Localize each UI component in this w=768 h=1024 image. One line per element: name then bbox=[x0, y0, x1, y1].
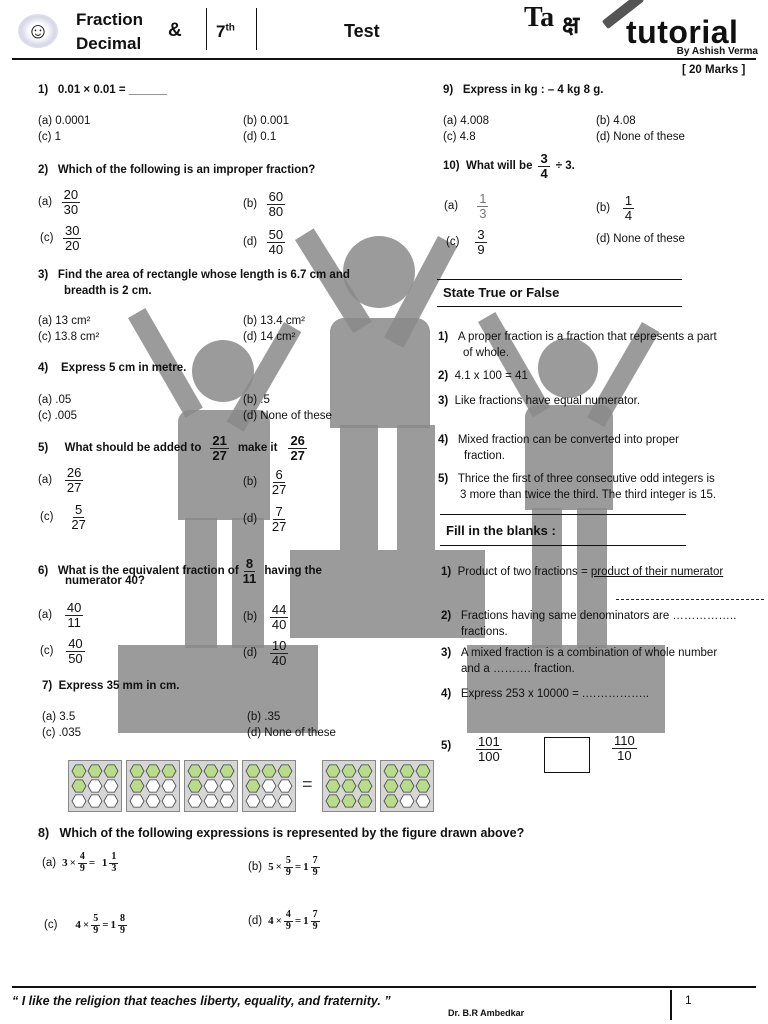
tray bbox=[322, 760, 376, 812]
q1-option-d: (d) 0.1 bbox=[243, 131, 277, 143]
q6-option-b: (b) $\frac{44}{40}$ bbox=[243, 602, 287, 632]
q2-option-d: (d) $\frac{50}{40}$ bbox=[243, 227, 284, 257]
q7-option-c: (c) .035 bbox=[42, 727, 81, 739]
q8-option-d: (d) 4 × $\frac{4}{9}$ = 1 $\frac{7}{9}$ bbox=[248, 909, 318, 932]
hexagon bbox=[358, 765, 372, 777]
marks-label: [ 20 Marks ] bbox=[682, 64, 746, 76]
hexagon bbox=[262, 795, 276, 807]
true-false-title: State True or False bbox=[443, 285, 560, 300]
hexagon bbox=[72, 795, 86, 807]
dashed-line bbox=[616, 599, 764, 600]
tray bbox=[68, 760, 122, 812]
q2-option-a: (a) $\frac{20}{30}$ bbox=[38, 187, 79, 217]
q5-option-d: (d) $\frac{7}{27}$ bbox=[243, 504, 287, 534]
hexagon bbox=[104, 795, 118, 807]
q6-option-a: (a) $\frac{40}{11}$ bbox=[38, 600, 82, 630]
hexagon bbox=[262, 765, 276, 777]
test-label: Test bbox=[344, 21, 380, 41]
hexagon bbox=[342, 765, 356, 777]
hexagon bbox=[104, 780, 118, 792]
question-4: 4) Express 5 cm in metre. bbox=[38, 362, 187, 374]
q1-option-b: (b) 0.001 bbox=[243, 115, 290, 127]
q2-option-b: (b) $\frac{60}{80}$ bbox=[243, 189, 284, 219]
q8-option-c: (c) 4 × $\frac{5}{9}$ = 1 $\frac{8}{9}$ bbox=[44, 913, 125, 936]
hexagon bbox=[130, 765, 144, 777]
hexagon bbox=[220, 780, 234, 792]
hexagon bbox=[326, 780, 340, 792]
q3-option-b: (b) 13.4 cm² bbox=[243, 315, 305, 327]
tf-item-3: 3) Like fractions have equal numerator. bbox=[438, 395, 641, 407]
hexagon bbox=[188, 795, 202, 807]
question-6: 6) What is the equivalent fraction of $\frac{8}{11}$ having the numerator 40? bbox=[38, 556, 322, 588]
question-2: 2) Which of the following is an improper fraction? bbox=[38, 164, 316, 176]
tray bbox=[184, 760, 238, 812]
hexagon bbox=[246, 795, 260, 807]
hexagon bbox=[204, 780, 218, 792]
question-5: 5) What should be added to $\frac{21}{27}$ make it $\frac{26}{27}$ bbox=[38, 433, 305, 463]
q4-option-c: (c) .005 bbox=[38, 410, 77, 422]
q3-option-d: (d) 14 cm² bbox=[243, 331, 296, 343]
q9-option-a: (a) 4.008 bbox=[443, 115, 490, 127]
tutorial-logo: Ta क्ष tutorial By Ashish Verma bbox=[524, 2, 762, 58]
topic-decimal: Decimal bbox=[76, 34, 142, 53]
hexagon bbox=[326, 765, 340, 777]
q9-option-d: (d) None of these bbox=[596, 131, 685, 143]
topic-fraction: Fraction bbox=[76, 10, 144, 29]
hexagon bbox=[262, 780, 276, 792]
q9-option-c: (c) 4.8 bbox=[443, 131, 476, 143]
question-8: 8) Which of the following expressions is represented by the figure drawn above? bbox=[38, 826, 525, 840]
q5-option-c: (c) $\frac{5}{27}$ bbox=[40, 502, 86, 532]
hexagon bbox=[146, 765, 160, 777]
hexagon bbox=[278, 765, 292, 777]
fib-item-3: 3) A mixed fraction is a combination of whole number and a ………. fraction. bbox=[441, 647, 718, 675]
q1-option-a: (a) 0.0001 bbox=[38, 115, 91, 127]
hexagon-grid bbox=[383, 763, 431, 809]
q7-option-a: (a) 3.5 bbox=[42, 711, 76, 723]
hexagon bbox=[88, 795, 102, 807]
q3-option-a: (a) 13 cm² bbox=[38, 315, 91, 327]
hexagon-grid bbox=[71, 763, 119, 809]
tf-item-4: 4) Mixed fraction can be converted into proper fraction. bbox=[438, 434, 680, 462]
ampersand: & bbox=[168, 20, 182, 41]
hexagon bbox=[72, 780, 86, 792]
q6-option-c: (c) $\frac{40}{50}$ bbox=[40, 636, 83, 666]
hexagon bbox=[358, 795, 372, 807]
q1-option-c: (c) 1 bbox=[38, 131, 61, 143]
q6-option-d: (d) $\frac{10}{40}$ bbox=[243, 638, 287, 668]
hexagon bbox=[220, 795, 234, 807]
question-3: 3) Find the area of rectangle whose length is 6.7 cm and breadth is 2 cm. bbox=[38, 269, 350, 297]
hexagon bbox=[188, 780, 202, 792]
q2-option-c: (c) $\frac{30}{20}$ bbox=[40, 223, 80, 253]
hexagon bbox=[188, 765, 202, 777]
hexagon bbox=[384, 765, 398, 777]
question-10: 10) What will be $\frac{3}{4}$ ÷ 3. bbox=[443, 151, 575, 181]
q10-option-b: (b) $\frac{1}{4}$ bbox=[596, 193, 633, 223]
hexagon-grid bbox=[129, 763, 177, 809]
q5-option-b: (b) $\frac{6}{27}$ bbox=[243, 467, 287, 497]
hexagon bbox=[72, 765, 86, 777]
hexagon bbox=[146, 780, 160, 792]
hexagon bbox=[384, 780, 398, 792]
hexagon bbox=[246, 765, 260, 777]
hexagon bbox=[326, 795, 340, 807]
q3-option-c: (c) 13.8 cm² bbox=[38, 331, 100, 343]
hexagon bbox=[146, 795, 160, 807]
hexagon bbox=[384, 795, 398, 807]
hexagon bbox=[416, 780, 430, 792]
q7-option-d: (d) None of these bbox=[247, 727, 336, 739]
hexagon bbox=[220, 765, 234, 777]
tray bbox=[126, 760, 180, 812]
hexagon bbox=[130, 795, 144, 807]
q4-option-d: (d) None of these bbox=[243, 410, 332, 422]
fib-item-5: 5) bbox=[441, 740, 452, 752]
tray bbox=[242, 760, 296, 812]
hexagon bbox=[88, 765, 102, 777]
page-number: 1 bbox=[685, 993, 692, 1007]
hexagon bbox=[162, 780, 176, 792]
footer-author: Dr. B.R Ambedkar bbox=[448, 1008, 525, 1018]
answer-box[interactable] bbox=[544, 737, 590, 773]
hexagon bbox=[342, 780, 356, 792]
fib-item-1: 1) Product of two fractions = product of their numerator bbox=[441, 566, 724, 578]
question-7: 7) Express 35 mm in cm. bbox=[42, 680, 180, 692]
hexagon-grid bbox=[325, 763, 373, 809]
q10-option-d: (d) None of these bbox=[596, 233, 685, 245]
q4-option-a: (a) .05 bbox=[38, 394, 72, 406]
q10-option-c: (c) $\frac{3}{9}$ bbox=[446, 227, 485, 257]
smiley-icon: ☺ bbox=[18, 14, 58, 48]
q9-option-b: (b) 4.08 bbox=[596, 115, 636, 127]
question-1: 1) 0.01 × 0.01 = ______ bbox=[38, 84, 168, 96]
hexagon bbox=[358, 780, 372, 792]
footer-quote: “ I like the religion that teaches liberty, equality, and fraternity. ” bbox=[12, 994, 391, 1008]
tf-item-5: 5) Thrice the first of three consecutive odd integers is 3 more than twice the third. The third integer is 15. bbox=[438, 473, 717, 501]
hexagon bbox=[400, 765, 414, 777]
hexagon bbox=[342, 795, 356, 807]
hexagon bbox=[278, 795, 292, 807]
hexagon bbox=[130, 780, 144, 792]
fill-blanks-title: Fill in the blanks : bbox=[446, 523, 556, 538]
fib-item-2: 2) Fractions having same denominators are …………….. fractions. bbox=[441, 610, 737, 638]
hexagon bbox=[416, 765, 430, 777]
fib-item-5-frac-2: $\frac{110}{10}$ bbox=[614, 733, 635, 763]
fib-answer-1: product of their numerator bbox=[590, 566, 724, 578]
q4-option-b: (b) .5 bbox=[243, 394, 270, 406]
hexagon bbox=[278, 780, 292, 792]
hexagon bbox=[204, 795, 218, 807]
hexagon bbox=[246, 780, 260, 792]
q8-option-a: (a) 3 × $\frac{4}{9}$ = 1 $\frac{1}{3}$ bbox=[42, 851, 117, 874]
hexagon bbox=[104, 765, 118, 777]
hexagon bbox=[162, 765, 176, 777]
hexagon bbox=[204, 765, 218, 777]
hexagon-grid bbox=[245, 763, 293, 809]
question-9: 9) Express in kg : – 4 kg 8 g. bbox=[443, 84, 604, 96]
hexagon bbox=[400, 780, 414, 792]
q7-option-b: (b) .35 bbox=[247, 711, 281, 723]
grade: 7th bbox=[216, 22, 235, 41]
q8-option-b: (b) 5 × $\frac{5}{9}$ = 1 $\frac{7}{9}$ bbox=[248, 855, 318, 878]
q10-option-a: (a) $\frac{1}{3}$ bbox=[444, 191, 487, 221]
fib-item-4: 4) Express 253 x 10000 = .…………….. bbox=[441, 688, 650, 700]
q5-option-a: (a) $\frac{26}{27}$ bbox=[38, 465, 82, 495]
tf-item-2: 2) 4.1 x 100 = 41 bbox=[438, 370, 528, 382]
hexagon bbox=[400, 795, 414, 807]
tf-item-1: 1) A proper fraction is a fraction that represents a part of whole. bbox=[438, 331, 717, 359]
hexagon bbox=[416, 795, 430, 807]
equals-sign: = bbox=[302, 774, 313, 794]
hexagon-grid bbox=[187, 763, 235, 809]
tray bbox=[380, 760, 434, 812]
hexagon bbox=[88, 780, 102, 792]
hexagon bbox=[162, 795, 176, 807]
fib-item-5-frac-1: $\frac{101}{100}$ bbox=[478, 734, 500, 764]
